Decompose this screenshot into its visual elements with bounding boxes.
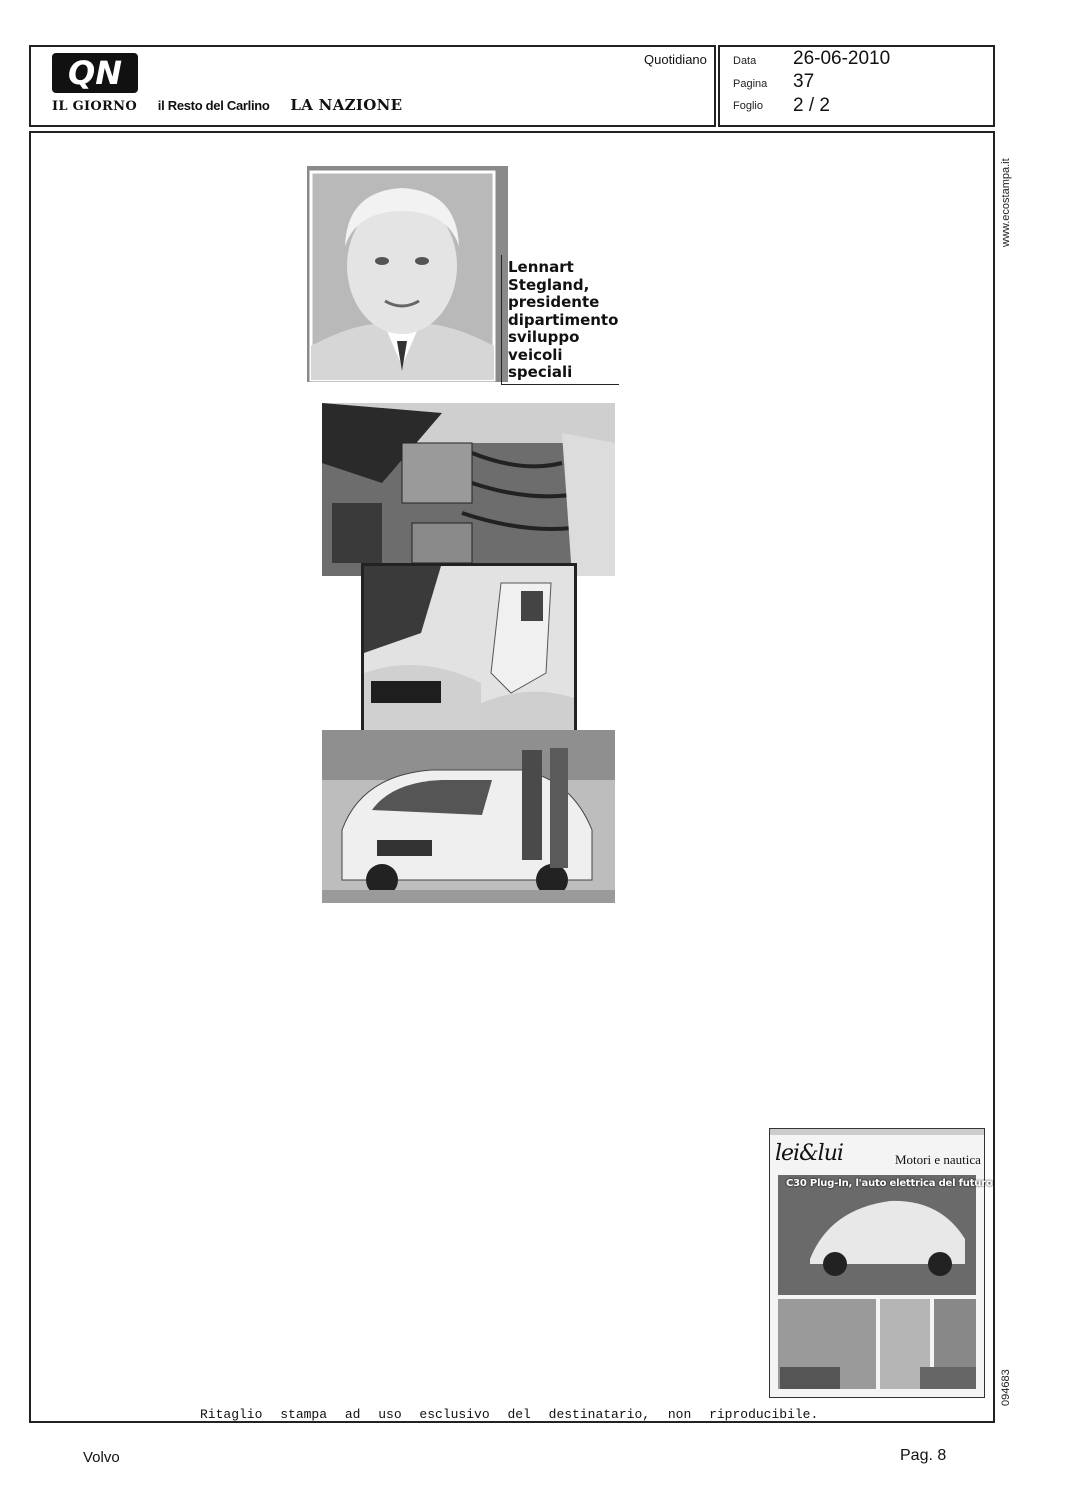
caption-rule-vertical [501, 255, 502, 385]
interior-photo [361, 563, 577, 740]
thumbnail-headline: C30 Plug-In, l'auto elettrica del futuro [786, 1178, 993, 1189]
paper-la-nazione: LA NAZIONE [290, 96, 403, 114]
newspaper-list [52, 96, 418, 114]
logo-text: QN [68, 54, 122, 92]
publication-type: Quotidiano [644, 52, 707, 67]
client-name: Volvo [83, 1449, 120, 1466]
page-number: Pag. 8 [900, 1447, 947, 1464]
paper-il-giorno: IL GIORNO [52, 99, 137, 114]
engine-photo [322, 403, 615, 576]
side-website: www.ecostampa.it [1000, 158, 1012, 247]
side-code: 094683 [1000, 1369, 1012, 1406]
clipping-notice: Ritaglio stampa ad uso esclusivo del destinatario, non riproducibile. [200, 1407, 819, 1422]
page-label: Pagina [733, 78, 768, 90]
date-label: Data [733, 55, 757, 67]
qn-logo [52, 53, 138, 93]
thumbnail-title: lei&lui [775, 1141, 843, 1166]
photo-caption: Lennart Stegland, presidente dipartimento sviluppo veicoli speciali [508, 258, 619, 381]
portrait-photo [307, 166, 508, 382]
sheet-label: Foglio [733, 100, 763, 112]
caption-rule [501, 384, 619, 385]
thumbnail-section: Motori e nautica [895, 1152, 981, 1167]
paper-resto-del-carlino: il Resto del Carlino [157, 98, 270, 113]
car-photo [322, 730, 615, 903]
date-value: 26-06-2010 [793, 48, 891, 69]
sheet-value: 2 / 2 [793, 95, 830, 116]
page-value: 37 [793, 71, 815, 92]
page-thumbnail [769, 1128, 985, 1398]
